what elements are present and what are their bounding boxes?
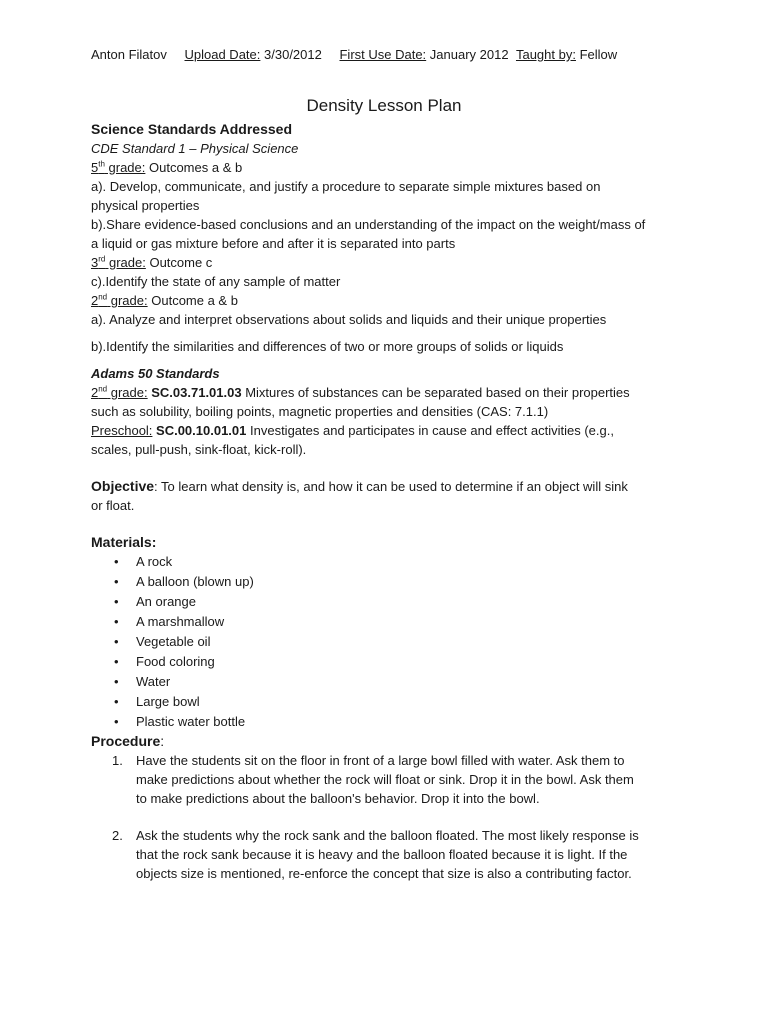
- grade-5-line: [91, 158, 683, 177]
- list-item: • Large bowl: [91, 692, 683, 712]
- document-header: [91, 47, 617, 62]
- objective-text: : To learn what density is, and how it can be used to determine if an object will sink: [154, 479, 628, 494]
- taught-by-value: Fellow: [579, 47, 618, 62]
- outcome-5a: a). Develop, communicate, and justify a procedure to separate simple mixtures based on: [91, 179, 601, 194]
- preschool-line: [91, 421, 683, 440]
- bullet-icon: •: [114, 694, 119, 709]
- cde-standard-heading: CDE Standard 1 – Physical Science: [91, 141, 299, 156]
- objective-label: Objective: [91, 478, 155, 494]
- procedure-step-2: 2. Ask the students why the rock sank and the balloon floated. The most likely response is that the rock sank because it is heavy and the balloon floated because it is light. If the objects size is mentioned, re-enforce the concept that size is also a contributing factor.: [112, 828, 639, 881]
- list-item: • A marshmallow: [91, 612, 683, 632]
- bullet-icon: •: [114, 634, 119, 649]
- outcome-5a-cont: physical properties: [91, 198, 200, 213]
- standards-heading: Science Standards Addressed: [91, 121, 293, 137]
- preschool-cont: scales, pull-push, sink-float, kick-roll).: [91, 442, 307, 457]
- adams-grade-2-code: SC.03.71.01.03: [147, 385, 242, 400]
- adams-grade-2-cont: such as solubility, boiling points, magnetic properties and densities (CAS: 7.1.1): [91, 404, 549, 419]
- outcome-2a: a). Analyze and interpret observations about solids and liquids and their unique properties: [91, 312, 607, 327]
- adams-grade-2-text: Mixtures of substances can be separated based on their properties: [241, 385, 630, 400]
- upload-date-value: 3/30/2012: [264, 47, 322, 62]
- materials-list: [91, 552, 683, 732]
- page-title: Density Lesson Plan: [306, 96, 462, 115]
- outcome-5b: b).Share evidence-based conclusions and an understanding of the impact on the weight/mass of: [91, 217, 646, 232]
- grade-2-line: [91, 291, 683, 310]
- author-name: Anton Filatov: [91, 47, 167, 62]
- step-number: 2.: [112, 828, 123, 843]
- bullet-icon: •: [114, 614, 119, 629]
- list-item: • Plastic water bottle: [91, 712, 683, 732]
- first-use-date-label: First Use Date:: [339, 47, 427, 62]
- grade-3-line: [91, 253, 683, 272]
- list-item: • A rock: [91, 552, 683, 572]
- procedure-step-1: 1. Have the students sit on the floor in front of a large bowl filled with water. Ask them to make predictions about whether the rock will float or sink. Drop it in the bowl. Ask them to make predictions about the balloon's behavior. Drop it into the bowl.: [112, 753, 634, 806]
- objective-line: [91, 477, 683, 496]
- grade-5-outcomes: Outcomes a & b: [145, 160, 243, 175]
- preschool-code: SC.00.10.01.01: [152, 423, 247, 438]
- lesson-content: [91, 120, 683, 883]
- preschool-text: Investigates and participates in cause and effect activities (e.g.,: [246, 423, 614, 438]
- first-use-date-value: January 2012: [429, 47, 509, 62]
- procedure-label: Procedure: [91, 733, 161, 749]
- list-item: • An orange: [91, 592, 683, 612]
- grade-5-label: 5th grade:: [91, 159, 146, 175]
- procedure-list: [91, 751, 683, 883]
- preschool-label: Preschool:: [91, 423, 153, 438]
- list-item: • Water: [91, 672, 683, 692]
- materials-label: Materials:: [91, 534, 157, 550]
- objective-cont: or float.: [91, 498, 135, 513]
- adams-standards-heading: Adams 50 Standards: [91, 366, 220, 381]
- grade-2-outcomes: Outcome a & b: [147, 293, 238, 308]
- list-item: • Food coloring: [91, 652, 683, 672]
- outcome-5b-cont: a liquid or gas mixture before and after it is separated into parts: [91, 236, 456, 251]
- bullet-icon: •: [114, 574, 119, 589]
- grade-2-label: 2nd grade:: [91, 292, 148, 308]
- bullet-icon: •: [114, 654, 119, 669]
- bullet-icon: •: [114, 674, 119, 689]
- adams-grade-2-label: 2nd grade:: [91, 384, 148, 400]
- list-item: • A balloon (blown up): [91, 572, 683, 592]
- taught-by-label: Taught by:: [515, 47, 576, 62]
- upload-date-label: Upload Date:: [184, 47, 261, 62]
- materials-heading: [91, 533, 683, 552]
- outcome-2b: b).Identify the similarities and differences of two or more groups of solids or liquids: [91, 339, 564, 354]
- bullet-icon: •: [114, 714, 119, 729]
- list-item: • Vegetable oil: [91, 632, 683, 652]
- bullet-icon: •: [114, 594, 119, 609]
- outcome-3c: c).Identify the state of any sample of matter: [91, 274, 341, 289]
- grade-3-label: 3rd grade:: [91, 254, 146, 270]
- bullet-icon: •: [114, 554, 119, 569]
- grade-3-outcomes: Outcome c: [145, 255, 213, 270]
- adams-grade-2-line: [91, 383, 683, 402]
- step-number: 1.: [112, 753, 123, 768]
- procedure-heading: Procedure:: [91, 733, 165, 749]
